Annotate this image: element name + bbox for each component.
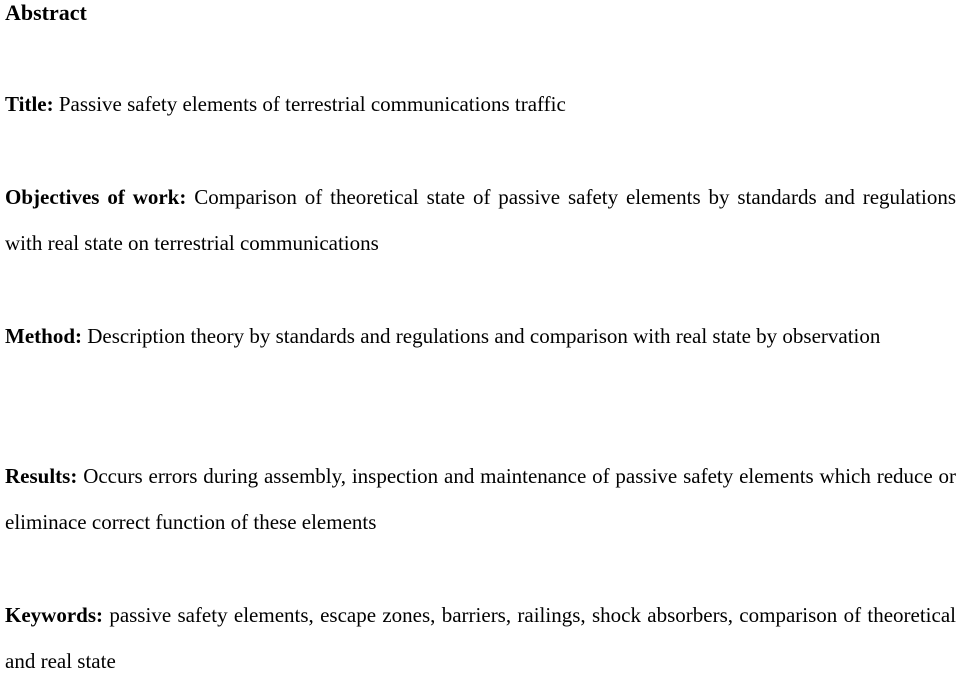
method-paragraph [5,313,956,359]
keywords-label: Keywords: [5,603,103,627]
title-paragraph [5,81,956,127]
keywords-text: passive safety elements, escape zones, barriers, railings, shock absorbers, comparison of theoretical and real state [5,603,956,673]
method-text: Description theory by standards and regulations and comparison with real state by observation [87,324,881,348]
results-label: Results: [5,464,78,488]
results-paragraph [5,453,956,545]
title-label: Title: [5,92,54,116]
results-text: Occurs errors during assembly, inspection and maintenance of passive safety elements which reduce or eliminace correct function of these elements [5,464,956,534]
method-label: Method: [5,324,82,348]
abstract-heading: Abstract [5,0,87,25]
keywords-paragraph [5,592,956,684]
objectives-label: Objectives of work: [5,185,187,209]
objectives-text: Comparison of theoretical state of passive safety elements by standards and regulations with real state on terrestrial communications [5,185,957,255]
title-text: Passive safety elements of terrestrial communications traffic [58,92,566,116]
objectives-paragraph [5,174,956,266]
